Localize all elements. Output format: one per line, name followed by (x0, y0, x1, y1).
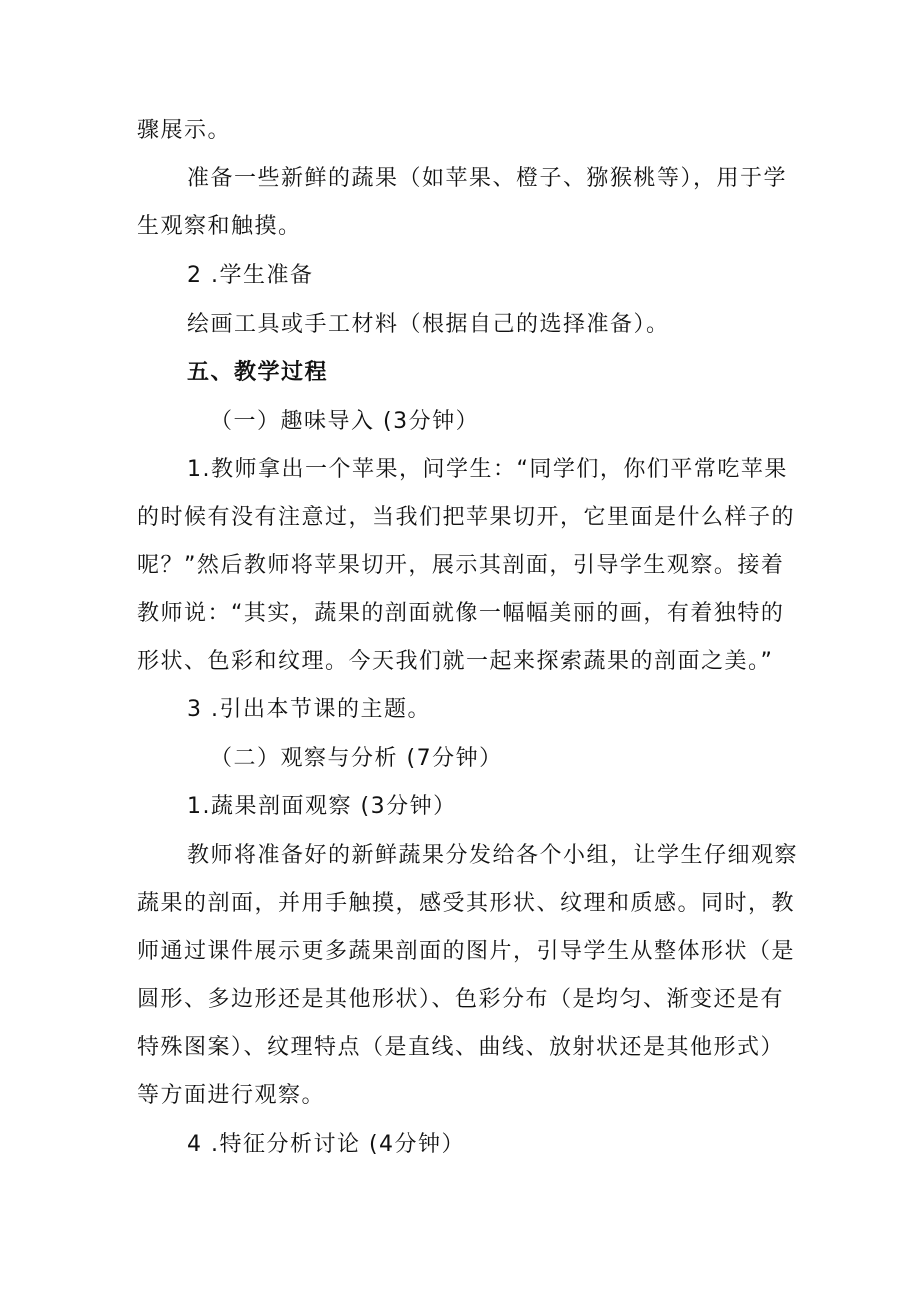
paragraph-observation-2: 蔬果的剖面，并用手触摸，感受其形状、纹理和质感。同时，教 (137, 891, 796, 916)
subheading-observation: （二）观察与分析 (7分钟） (210, 746, 503, 771)
item-topic: 3 .引出本节课的主题。 (187, 697, 431, 722)
paragraph-intro-2: 的时候有没有注意过，当我们把苹果切开，它里面是什么样子的 (137, 505, 796, 530)
item-student-prep: 2 .学生准备 (187, 263, 314, 288)
paragraph-observation-3: 师通过课件展示更多蔬果剖面的图片，引导学生从整体形状（是 (137, 939, 796, 964)
paragraph-observation-1: 教师将准备好的新鲜蔬果分发给各个小组，让学生仔细观察 (187, 843, 799, 868)
paragraph-continuation: 骤展示。 (137, 118, 232, 143)
paragraph-materials-cont: 生观察和触摸。 (137, 214, 302, 239)
paragraph-materials: 准备一些新鲜的蔬果（如苹果、橙子、猕猴桃等），用于学 (187, 166, 788, 191)
item-observation: 1.蔬果剖面观察 (3分钟） (187, 794, 457, 819)
paragraph-observation-5: 特殊图案）、纹理特点（是直线、曲线、放射状还是其他形式） (137, 1035, 785, 1060)
paragraph-intro-1: 1.教师拿出一个苹果，问学生：“同学们，你们平常吃苹果 (187, 457, 788, 482)
paragraph-intro-5: 形状、色彩和纹理。今天我们就一起来探索蔬果的剖面之美。” (137, 649, 774, 674)
paragraph-observation-4: 圆形、多边形还是其他形状）、色彩分布（是均匀、渐变还是有 (137, 987, 785, 1012)
section-heading-teaching-process: 五、教学过程 (187, 360, 329, 385)
paragraph-intro-4: 教师说：“其实，蔬果的剖面就像一幅幅美丽的画，有着独特的 (137, 601, 785, 626)
paragraph-observation-6: 等方面进行观察。 (137, 1083, 326, 1108)
subheading-intro: （一）趣味导入 (3分钟） (210, 409, 480, 434)
paragraph-student-prep: 绘画工具或手工材料（根据自己的选择准备）。 (187, 312, 670, 337)
item-feature-analysis: 4 .特征分析讨论 (4分钟） (187, 1132, 466, 1157)
paragraph-intro-3: 呢？”然后教师将苹果切开，展示其剖面，引导学生观察。接着 (137, 553, 785, 578)
